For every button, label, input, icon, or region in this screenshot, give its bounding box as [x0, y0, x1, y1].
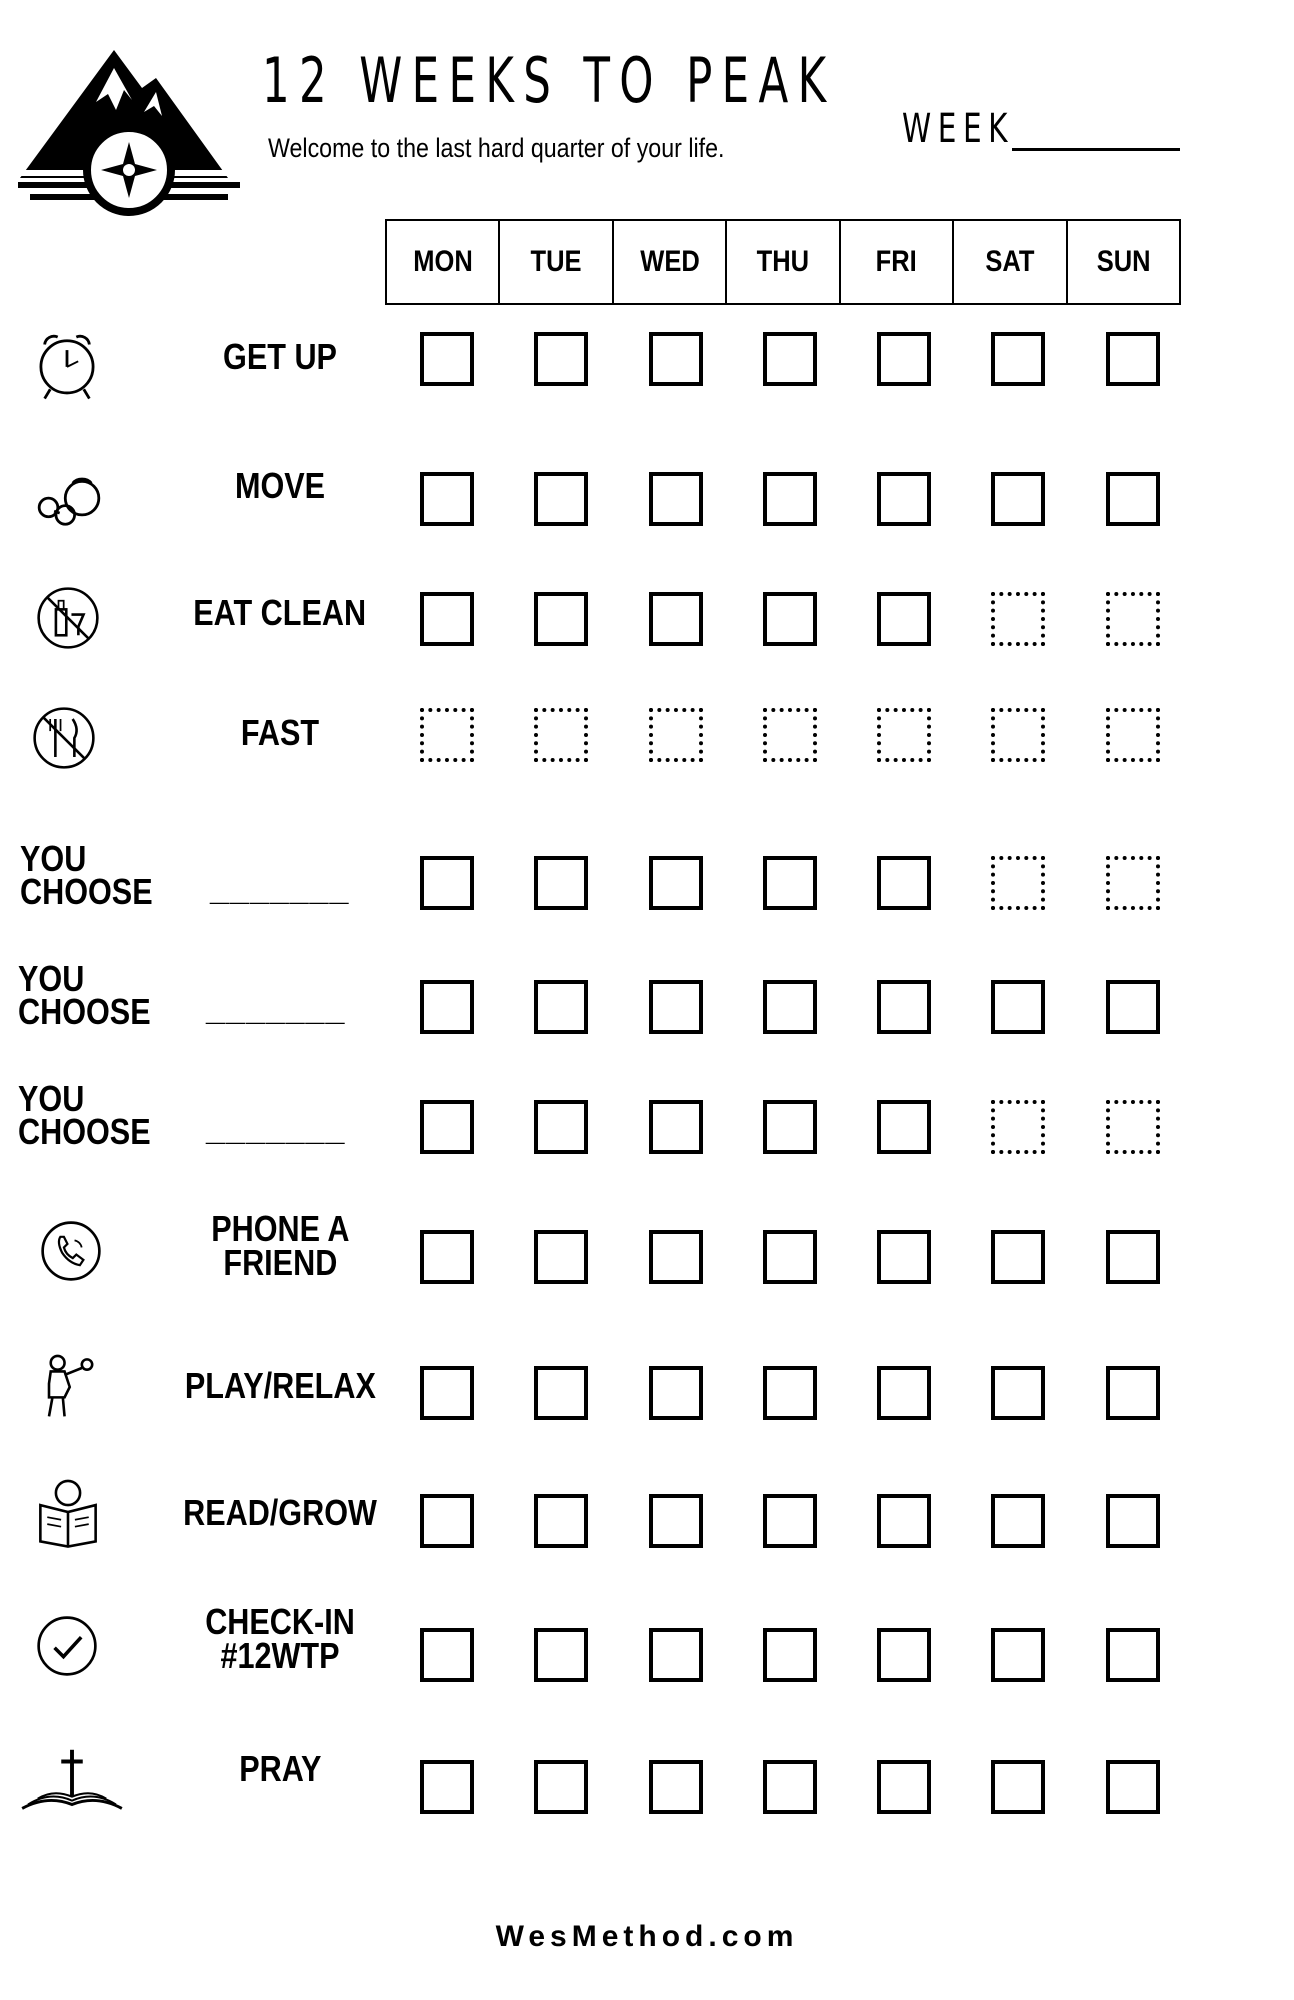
page-title: 12 WEEKS TO PEAK — [262, 44, 836, 117]
day-checkbox[interactable] — [991, 1494, 1045, 1548]
day-checkbox[interactable] — [877, 592, 931, 646]
day-checkbox[interactable] — [420, 1366, 474, 1420]
day-checkbox[interactable] — [420, 592, 474, 646]
habit-row-you-choose — [0, 1078, 1294, 1172]
tennis-player-icon — [30, 1349, 106, 1425]
day-checkbox[interactable] — [420, 1230, 474, 1284]
custom-habit-field[interactable]: _______ — [206, 990, 346, 1028]
day-checkbox[interactable] — [763, 592, 817, 646]
day-checkbox[interactable] — [991, 592, 1045, 646]
day-checkbox[interactable] — [991, 472, 1045, 526]
day-header-row — [385, 219, 1181, 305]
day-checkbox[interactable] — [420, 980, 474, 1034]
day-checkbox[interactable] — [1106, 1366, 1160, 1420]
day-header: SAT — [954, 221, 1067, 303]
no-alcohol-icon — [30, 580, 106, 656]
day-checkbox[interactable] — [877, 472, 931, 526]
day-checkbox[interactable] — [991, 1366, 1045, 1420]
day-checkbox[interactable] — [763, 980, 817, 1034]
day-checkbox[interactable] — [534, 472, 588, 526]
mountain-compass-logo — [16, 50, 242, 218]
day-checkbox[interactable] — [1106, 1760, 1160, 1814]
habit-label: YOU CHOOSE — [18, 1078, 151, 1152]
day-checkbox[interactable] — [534, 1628, 588, 1682]
day-checkbox[interactable] — [763, 1494, 817, 1548]
day-header: SUN — [1096, 245, 1151, 278]
custom-habit-field[interactable]: _______ — [210, 870, 350, 908]
day-checkbox[interactable] — [877, 1494, 931, 1548]
day-checkbox[interactable] — [877, 1366, 931, 1420]
day-header: TUE — [500, 221, 613, 303]
day-checkbox[interactable] — [763, 1760, 817, 1814]
no-food-icon — [26, 700, 102, 776]
day-checkbox[interactable] — [991, 1100, 1045, 1154]
day-checkbox[interactable] — [649, 1494, 703, 1548]
day-checkbox[interactable] — [991, 1230, 1045, 1284]
phone-icon — [32, 1212, 110, 1290]
dumbbell-kettlebell-icon — [28, 459, 110, 541]
day-checkbox[interactable] — [877, 980, 931, 1034]
habit-row-read-grow — [0, 1472, 1294, 1562]
day-checkbox[interactable] — [649, 708, 703, 762]
day-checkbox[interactable] — [991, 980, 1045, 1034]
day-checkbox[interactable] — [534, 980, 588, 1034]
day-checkbox[interactable] — [1106, 1628, 1160, 1682]
day-checkbox[interactable] — [649, 980, 703, 1034]
week-label: WEEK — [902, 106, 1015, 152]
day-checkbox[interactable] — [534, 1100, 588, 1154]
habit-row-move — [0, 455, 1294, 545]
day-checkbox[interactable] — [1106, 592, 1160, 646]
day-checkbox[interactable] — [534, 332, 588, 386]
habit-row-check-in — [0, 1601, 1294, 1695]
day-checkbox[interactable] — [420, 708, 474, 762]
custom-habit-field[interactable]: _______ — [206, 1110, 346, 1148]
day-checkbox[interactable] — [763, 1628, 817, 1682]
day-checkbox[interactable] — [763, 1366, 817, 1420]
day-checkbox[interactable] — [763, 708, 817, 762]
day-checkbox[interactable] — [420, 1628, 474, 1682]
day-checkbox[interactable] — [534, 1366, 588, 1420]
day-checkbox[interactable] — [877, 856, 931, 910]
day-header: MON — [387, 221, 500, 303]
day-checkbox[interactable] — [991, 856, 1045, 910]
reading-person-icon — [30, 1474, 106, 1550]
day-checkbox[interactable] — [877, 1760, 931, 1814]
habit-row-fast — [0, 700, 1294, 790]
day-checkbox[interactable] — [877, 1100, 931, 1154]
habit-label: YOU CHOOSE — [18, 958, 151, 1032]
day-checkbox[interactable] — [649, 1628, 703, 1682]
day-checkbox[interactable] — [534, 592, 588, 646]
habit-row-play-relax — [0, 1345, 1294, 1435]
week-number-field[interactable] — [1012, 148, 1180, 151]
habit-label: PLAY/RELAX — [184, 1365, 376, 1406]
page-subtitle: Welcome to the last hard quarter of your life. — [268, 133, 725, 163]
habit-row-eat-clean — [0, 580, 1294, 670]
day-checkbox[interactable] — [1106, 1494, 1160, 1548]
day-checkbox[interactable] — [420, 856, 474, 910]
habit-row-you-choose — [0, 958, 1294, 1052]
day-checkbox[interactable] — [763, 472, 817, 526]
day-checkbox[interactable] — [1106, 1100, 1160, 1154]
alarm-clock-icon — [26, 324, 108, 406]
day-checkbox[interactable] — [877, 1628, 931, 1682]
day-header: THU — [727, 221, 840, 303]
day-checkbox[interactable] — [1106, 1230, 1160, 1284]
day-checkbox[interactable] — [649, 1230, 703, 1284]
day-checkbox[interactable] — [1106, 856, 1160, 910]
habit-label: MOVE — [234, 465, 326, 506]
day-checkbox[interactable] — [1106, 332, 1160, 386]
habit-row-you-choose — [0, 838, 1294, 932]
day-checkbox[interactable] — [649, 856, 703, 910]
day-checkbox[interactable] — [534, 1494, 588, 1548]
day-checkbox[interactable] — [991, 1760, 1045, 1814]
day-checkbox[interactable] — [763, 1100, 817, 1154]
day-checkbox[interactable] — [420, 1100, 474, 1154]
day-checkbox[interactable] — [420, 472, 474, 526]
day-checkbox[interactable] — [534, 856, 588, 910]
day-checkbox[interactable] — [420, 332, 474, 386]
cross-bible-icon — [18, 1740, 126, 1826]
habit-label: READ/GROW — [183, 1492, 377, 1533]
check-circle-icon — [28, 1607, 106, 1685]
habit-label: EAT CLEAN — [193, 592, 367, 633]
day-checkbox[interactable] — [763, 856, 817, 910]
day-checkbox[interactable] — [1106, 472, 1160, 526]
habit-label: GET UP — [223, 336, 337, 377]
day-checkbox[interactable] — [991, 332, 1045, 386]
day-checkbox[interactable] — [877, 1230, 931, 1284]
day-checkbox[interactable] — [991, 1628, 1045, 1682]
habit-label: FAST — [240, 712, 320, 753]
day-checkbox[interactable] — [534, 1230, 588, 1284]
day-checkbox[interactable] — [1106, 980, 1160, 1034]
habit-label: YOU CHOOSE — [20, 838, 153, 912]
day-checkbox[interactable] — [763, 1230, 817, 1284]
habit-label: PRAY — [238, 1748, 322, 1789]
footer-website: WesMethod.com — [495, 1920, 799, 1953]
day-checkbox[interactable] — [649, 1760, 703, 1814]
day-header: WED — [614, 221, 727, 303]
habit-row-pray — [0, 1740, 1294, 1830]
day-checkbox[interactable] — [649, 1366, 703, 1420]
day-checkbox[interactable] — [420, 1760, 474, 1814]
habit-row-get-up — [0, 318, 1294, 408]
habit-label: CHECK-IN #12WTP — [205, 1601, 355, 1676]
day-checkbox[interactable] — [649, 332, 703, 386]
day-header: FRI — [841, 221, 954, 303]
day-checkbox[interactable] — [534, 708, 588, 762]
day-checkbox[interactable] — [763, 332, 817, 386]
day-checkbox[interactable] — [649, 472, 703, 526]
day-checkbox[interactable] — [877, 708, 931, 762]
day-checkbox[interactable] — [420, 1494, 474, 1548]
day-checkbox[interactable] — [877, 332, 931, 386]
day-checkbox[interactable] — [991, 708, 1045, 762]
habit-row-phone-a-friend — [0, 1210, 1294, 1300]
day-checkbox[interactable] — [649, 1100, 703, 1154]
habit-label: PHONE A FRIEND — [210, 1208, 350, 1283]
day-checkbox[interactable] — [534, 1760, 588, 1814]
day-checkbox[interactable] — [649, 592, 703, 646]
day-checkbox[interactable] — [1106, 708, 1160, 762]
